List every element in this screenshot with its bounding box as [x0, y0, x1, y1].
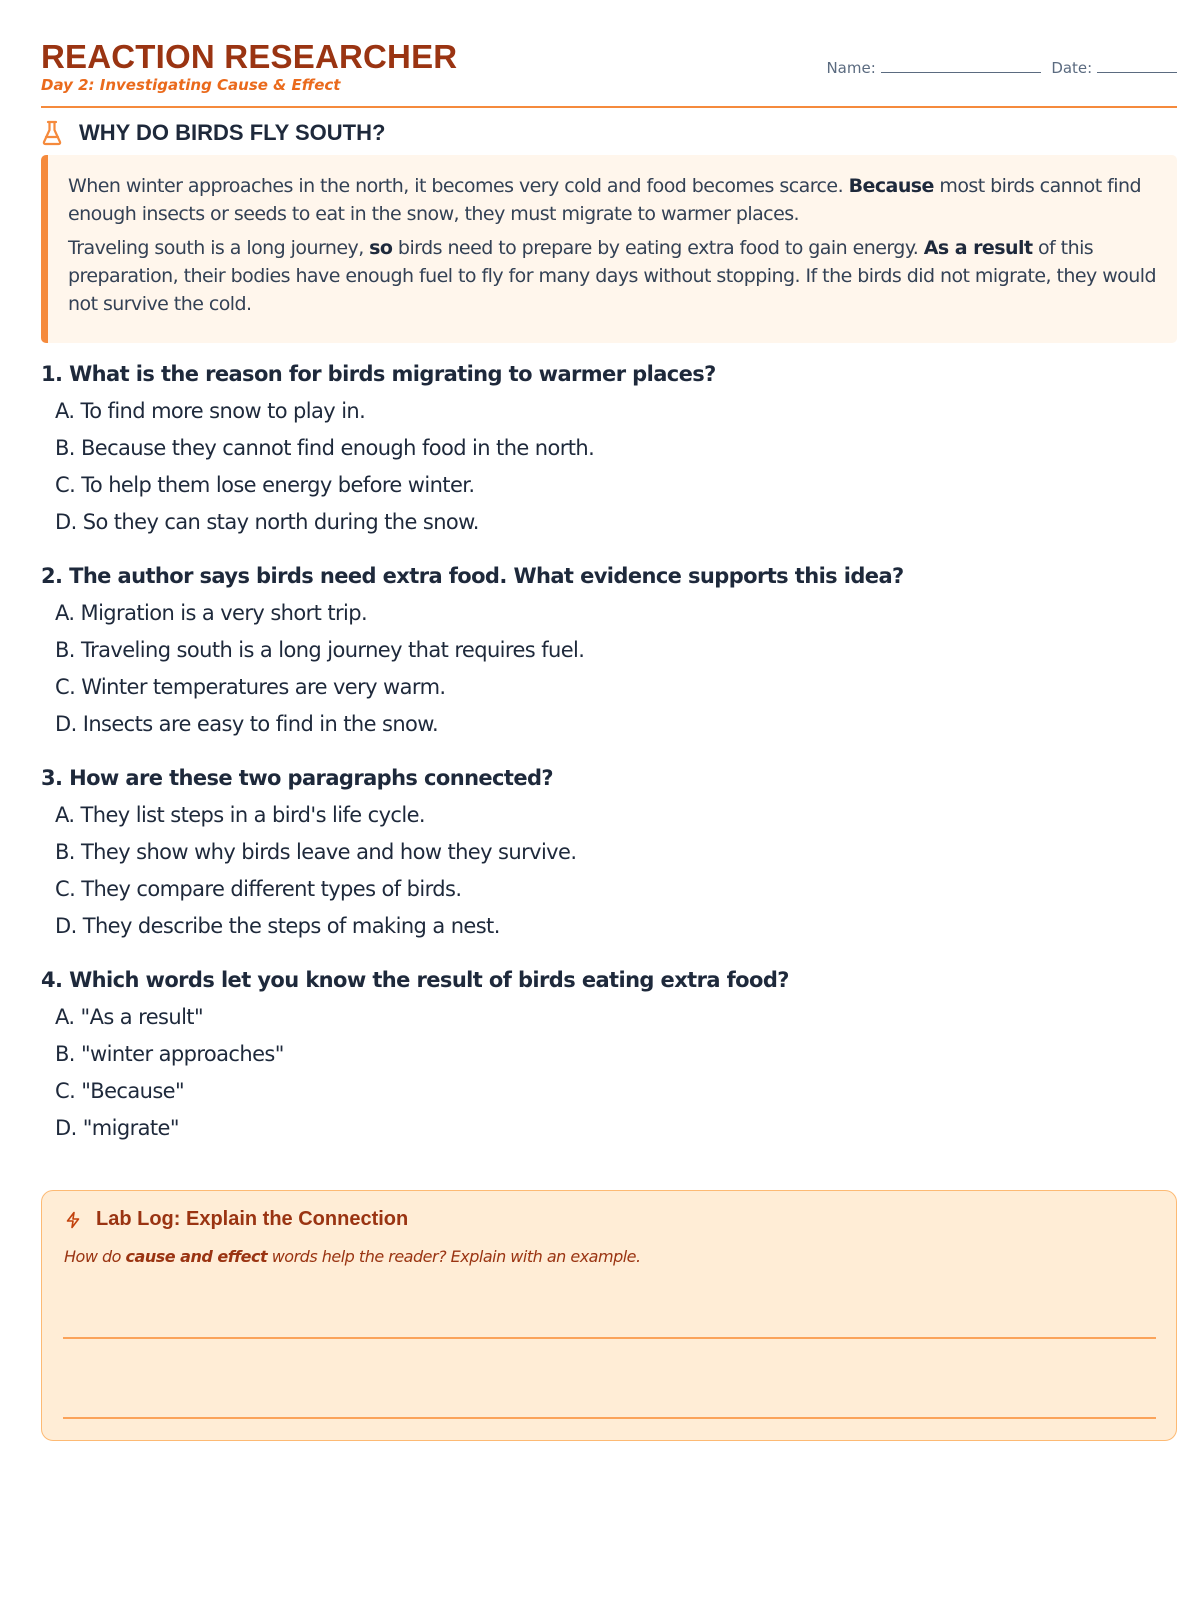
- question-3: [41, 759, 1177, 945]
- question-1: [41, 355, 1177, 541]
- answer-option-b[interactable]: B. They show why birds leave and how they survive.: [55, 840, 577, 864]
- passage-paragraph-1: [68, 172, 1157, 228]
- lab-log-heading: [64, 1208, 408, 1231]
- answer-option-d[interactable]: D. So they can stay north during the snow.: [55, 510, 479, 534]
- lightning-bolt-icon: [64, 1211, 82, 1229]
- answer-option-d[interactable]: D. They describe the steps of making a nest.: [55, 914, 500, 938]
- date-label: Date:: [1051, 59, 1093, 77]
- worksheet: [41, 0, 1177, 1266]
- prompt-emphasis: cause and effect: [125, 1247, 268, 1266]
- worksheet-title: REACTION RESEARCHER: [41, 38, 458, 75]
- worksheet-subtitle: Day 2: Investigating Cause & Effect: [41, 76, 341, 94]
- flask-icon: [41, 120, 63, 146]
- question-stem: 2. The author says birds need extra food. What evidence supports this idea?: [41, 564, 904, 588]
- section-title: WHY DO BIRDS FLY SOUTH?: [79, 120, 386, 145]
- answer-option-b[interactable]: B. "winter approaches": [55, 1042, 284, 1066]
- question-4: [41, 961, 1177, 1147]
- lab-log-title: Lab Log: Explain the Connection: [96, 1208, 409, 1230]
- answer-option-c[interactable]: C. They compare different types of birds.: [55, 877, 462, 901]
- signal-word-as-a-result: As a result: [923, 237, 1033, 259]
- question-stem: 1. What is the reason for birds migrating to warmer places?: [41, 362, 716, 386]
- prompt-text: How do: [64, 1247, 126, 1266]
- section-heading: [41, 118, 385, 148]
- lab-log-box: [41, 1190, 1177, 1441]
- answer-option-a[interactable]: A. To find more snow to play in.: [55, 399, 366, 423]
- answer-line-1[interactable]: [63, 1337, 1156, 1339]
- passage-text: most birds cannot find enough insects or seeds to eat in the snow, they must migrate to warmer places.: [68, 175, 1141, 225]
- answer-option-c[interactable]: C. Winter temperatures are very warm.: [55, 675, 446, 699]
- answer-option-b[interactable]: B. Traveling south is a long journey that requires fuel.: [55, 638, 585, 662]
- signal-word-because: Because: [848, 175, 934, 197]
- answer-option-a[interactable]: A. "As a result": [55, 1005, 204, 1029]
- passage-text: birds need to prepare by eating extra food to gain energy.: [392, 237, 924, 259]
- answer-option-d[interactable]: D. Insects are easy to find in the snow.: [55, 712, 439, 736]
- reading-passage: [41, 155, 1177, 343]
- name-date-fields: [826, 59, 1177, 77]
- question-stem: 4. Which words let you know the result of birds eating extra food?: [41, 968, 789, 992]
- name-label: Name:: [826, 59, 876, 77]
- name-blank[interactable]: [881, 59, 1041, 73]
- answer-option-a[interactable]: A. Migration is a very short trip.: [55, 601, 368, 625]
- answer-option-a[interactable]: A. They list steps in a bird's life cycle.: [55, 803, 425, 827]
- lab-log-prompt: [64, 1247, 641, 1266]
- passage-text: of this preparation, their bodies have enough fuel to fly for many days without stopping. If the birds did not migrate, they would not survive the cold.: [68, 237, 1156, 315]
- answer-option-d[interactable]: D. "migrate": [55, 1116, 179, 1140]
- worksheet-header: [41, 0, 1177, 108]
- question-stem: 3. How are these two paragraphs connected?: [41, 766, 554, 790]
- answer-option-b[interactable]: B. Because they cannot find enough food in the north.: [55, 436, 595, 460]
- answer-option-c[interactable]: C. "Because": [55, 1079, 185, 1103]
- signal-word-so: so: [369, 237, 393, 259]
- passage-text: When winter approaches in the north, it becomes very cold and food becomes scarce.: [68, 175, 849, 197]
- answer-line-2[interactable]: [63, 1417, 1156, 1419]
- question-2: [41, 557, 1177, 743]
- prompt-text: words help the reader? Explain with an example.: [267, 1247, 641, 1266]
- question-list: [41, 355, 1177, 1163]
- passage-text: Traveling south is a long journey,: [68, 237, 370, 259]
- answer-option-c[interactable]: C. To help them lose energy before winter.: [55, 473, 475, 497]
- passage-paragraph-2: [68, 234, 1157, 318]
- date-blank[interactable]: [1097, 59, 1177, 73]
